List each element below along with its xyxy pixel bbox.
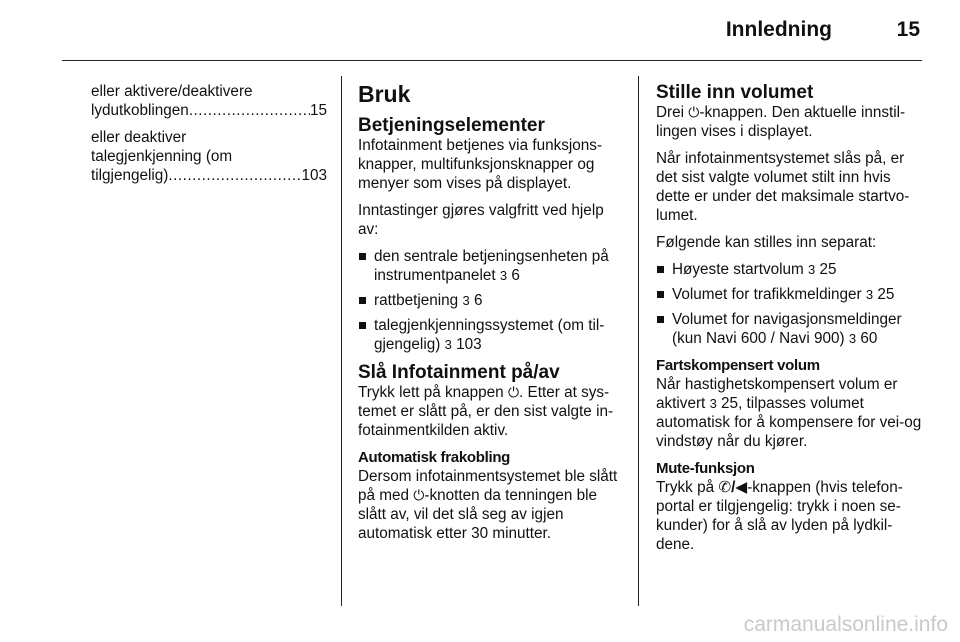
column-divider-left: [341, 76, 342, 606]
phone-mute-icon: ✆/◀: [718, 479, 748, 496]
paragraph: Dersom infotainmentsystemet ble slått på med ⏻-knotten da tenningen ble slått av, vil det slå seg av igjen automatisk etter 30 minutter.: [358, 468, 618, 542]
ref-arrow-icon: 3: [462, 293, 470, 308]
subheading-controls: Betjeningselementer: [358, 115, 545, 136]
list-item: Høyeste startvolum 3 25: [656, 260, 928, 279]
list-item: rattbetjening 3 6: [358, 291, 626, 310]
bullet-list: [656, 260, 928, 348]
list-item: Volumet for navigasjonsmeldinger (kun Navi 600 / Navi 900) 3 60: [656, 310, 928, 348]
paragraph: Følgende kan stilles inn separat:: [656, 234, 877, 251]
section-heading: Bruk: [358, 81, 411, 107]
leader-dots: [168, 166, 301, 185]
subheading-speed-volume: Fartskompensert volum: [656, 357, 820, 374]
paragraph: Drei ⏻-knappen. Den aktuelle innstil-lingen vises i displayet.: [656, 104, 906, 140]
page-ref[interactable]: 3 25: [709, 395, 739, 412]
column-right: [656, 82, 928, 562]
list-item: talegjenkjenningssystemet (om til-gjengelig) 3 103: [358, 316, 626, 354]
index-entry-text: talegjenkjenning (om: [91, 148, 233, 165]
page-ref[interactable]: 3 6: [462, 292, 483, 309]
header-rule: [62, 60, 922, 61]
page-ref[interactable]: 3 25: [865, 286, 895, 303]
mute-icon: ◀: [735, 479, 748, 496]
list-item: den sentrale betjeningsenheten på instrumentpanelet 3 6: [358, 247, 626, 285]
paragraph: Infotainment betjenes via funksjons-knapper, multifunksjonsknapper og menyer som vises på displayet.: [358, 137, 603, 192]
ref-arrow-icon: 3: [865, 287, 874, 302]
page-ref[interactable]: 3 6: [499, 267, 520, 284]
index-entry-dotline: [91, 166, 327, 185]
index-entry-text: eller aktivere/deaktivere: [91, 83, 253, 100]
page-ref[interactable]: 3 25: [808, 261, 837, 278]
phone-icon: ✆: [718, 479, 732, 496]
page-header-title: Innledning: [725, 18, 832, 41]
index-entry-label: tilgjengelig): [91, 167, 169, 184]
column-left: [91, 82, 327, 193]
paragraph: Når hastighetskompensert volum er aktivert 3 25, tilpasses volumet automatisk for å kompensere for vei-og vindstøy når du kjører.: [656, 376, 922, 450]
bullet-list: [358, 247, 626, 354]
power-icon: ⏻: [413, 487, 425, 503]
subheading-mute: Mute-funksjon: [656, 460, 755, 477]
leader-dots: [189, 101, 310, 120]
index-entry-dotline: [91, 101, 327, 120]
subheading-power: Slå Infotainment på/av: [358, 362, 560, 383]
paragraph: Trykk på ✆/◀-knappen (hvis telefon-portal er tilgjengelig: trykk i noen se-kunder) for å slå av lyden på lydkil-dene.: [656, 479, 903, 553]
watermark: carmanualsonline.info: [743, 613, 948, 636]
index-entry-talegjenkjenning: [91, 128, 327, 185]
column-divider-right: [638, 76, 639, 606]
ref-arrow-icon: 3: [499, 268, 508, 283]
subheading-auto-off: Automatisk frakobling: [358, 449, 511, 466]
power-icon: ⏻: [688, 104, 700, 120]
index-page-ref: 15: [309, 102, 327, 119]
ref-arrow-icon: 3: [709, 396, 717, 411]
list-item: Volumet for trafikkmeldinger 3 25: [656, 285, 928, 304]
index-entry-text: eller deaktiver: [91, 129, 187, 146]
index-page-ref: 103: [301, 167, 327, 184]
page-number: 15: [896, 18, 920, 41]
index-entry-lydutkobling: [91, 82, 327, 120]
ref-arrow-icon: 3: [848, 331, 857, 346]
power-icon: ⏻: [507, 384, 520, 400]
paragraph: Når infotainmentsystemet slås på, er det sist valgte volumet stilt inn hvis dette er under det maksimale startvo-lumet.: [656, 150, 910, 224]
page-ref[interactable]: 3 103: [444, 336, 482, 353]
subheading-volume: Stille inn volumet: [656, 82, 814, 103]
paragraph: Inntastinger gjøres valgfritt ved hjelp av:: [358, 202, 604, 238]
ref-arrow-icon: 3: [808, 262, 816, 277]
ref-arrow-icon: 3: [444, 337, 452, 352]
paragraph: Trykk lett på knappen ⏻. Etter at sys-temet er slått på, er den sist valgte in-fotainmentkilden aktiv.: [358, 384, 614, 439]
column-middle: [358, 82, 626, 551]
page-ref[interactable]: 3 60: [848, 330, 878, 347]
index-entry-label: lydutkoblingen: [91, 102, 189, 119]
